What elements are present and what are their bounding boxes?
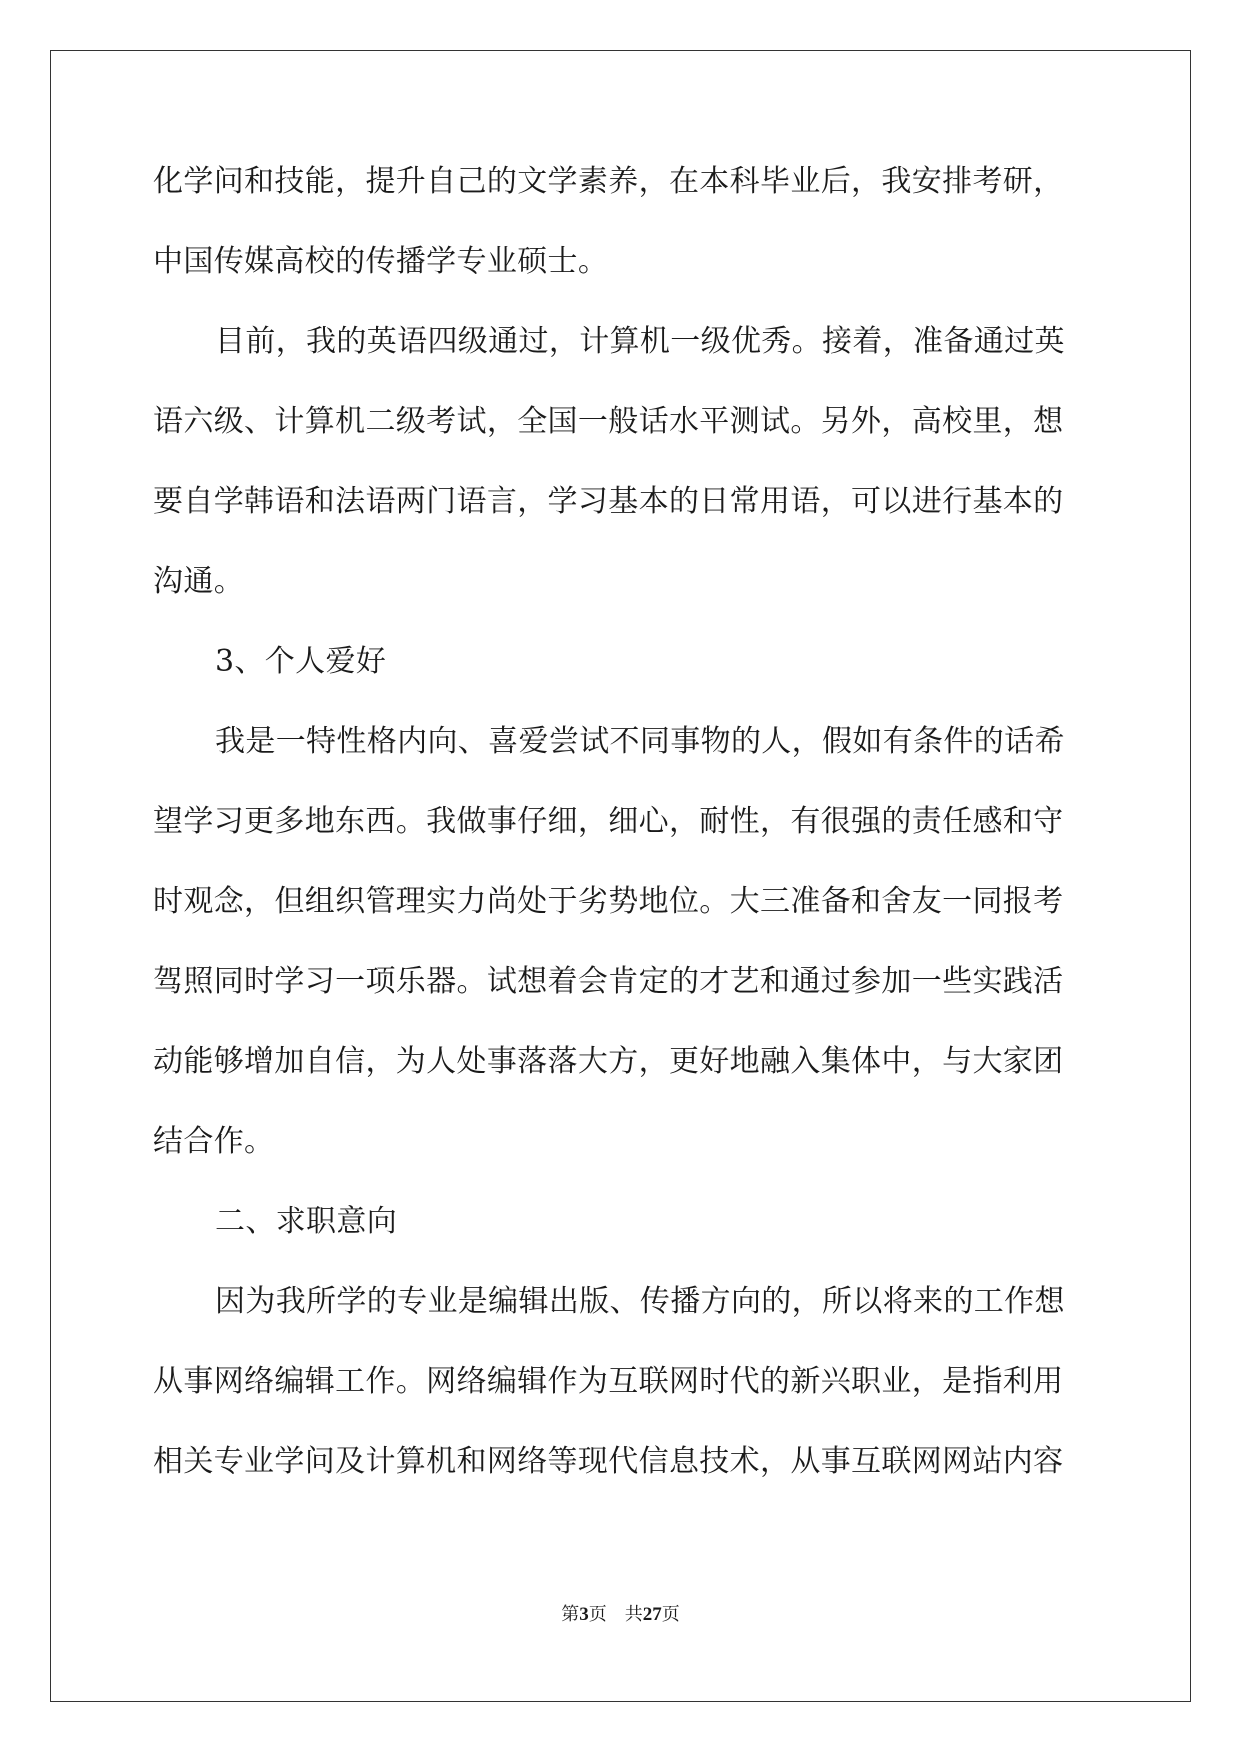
text-line: 沟通。: [153, 564, 245, 599]
text-line: 从事网络编辑工作。网络编辑作为互联网时代的新兴职业，是指利用: [153, 1364, 1064, 1399]
text-line: 目前，我的英语四级通过，计算机一级优秀。接着，准备通过英: [215, 324, 1065, 359]
total-suffix: 页: [661, 1604, 680, 1624]
text-line: 我是一特性格内向、喜爱尝试不同事物的人，假如有条件的话希: [215, 724, 1065, 759]
text-line: 要自学韩语和法语两门语言，学习基本的日常用语，可以进行基本的: [153, 484, 1064, 519]
text-line: 因为我所学的专业是编辑出版、传播方向的，所以将来的工作想: [215, 1284, 1065, 1319]
page-footer: [0, 1600, 1241, 1626]
text-line: 中国传媒高校的传播学专业硕士。: [153, 244, 609, 279]
total-pages: 27: [642, 1604, 662, 1625]
section-heading: 3、个人爱好: [215, 644, 387, 679]
text-line: 动能够增加自信，为人处事落落大方，更好地融入集体中，与大家团: [153, 1044, 1064, 1079]
text-line: 时观念，但组织管理实力尚处于劣势地位。大三准备和舍友一同报考: [153, 884, 1064, 919]
page-suffix: 页: [588, 1604, 607, 1624]
total-prefix: 共: [624, 1604, 643, 1624]
page-number: 3: [579, 1604, 589, 1625]
text-line: 语六级、计算机二级考试，全国一般话水平测试。另外，高校里，想: [153, 404, 1064, 439]
text-line: 望学习更多地东西。我做事仔细，细心，耐性，有很强的责任感和守: [153, 804, 1064, 839]
document-body: [153, 164, 1089, 1527]
text-line: 结合作。: [153, 1124, 275, 1159]
text-line: 化学问和技能，提升自己的文学素养，在本科毕业后，我安排考研，: [153, 164, 1064, 199]
text-line: 相关专业学问及计算机和网络等现代信息技术，从事互联网网站内容: [153, 1444, 1064, 1479]
section-heading: 二、求职意向: [215, 1204, 398, 1239]
text-line: 驾照同时学习一项乐器。试想着会肯定的才艺和通过参加一些实践活: [153, 964, 1064, 999]
page-prefix: 第: [561, 1604, 580, 1624]
